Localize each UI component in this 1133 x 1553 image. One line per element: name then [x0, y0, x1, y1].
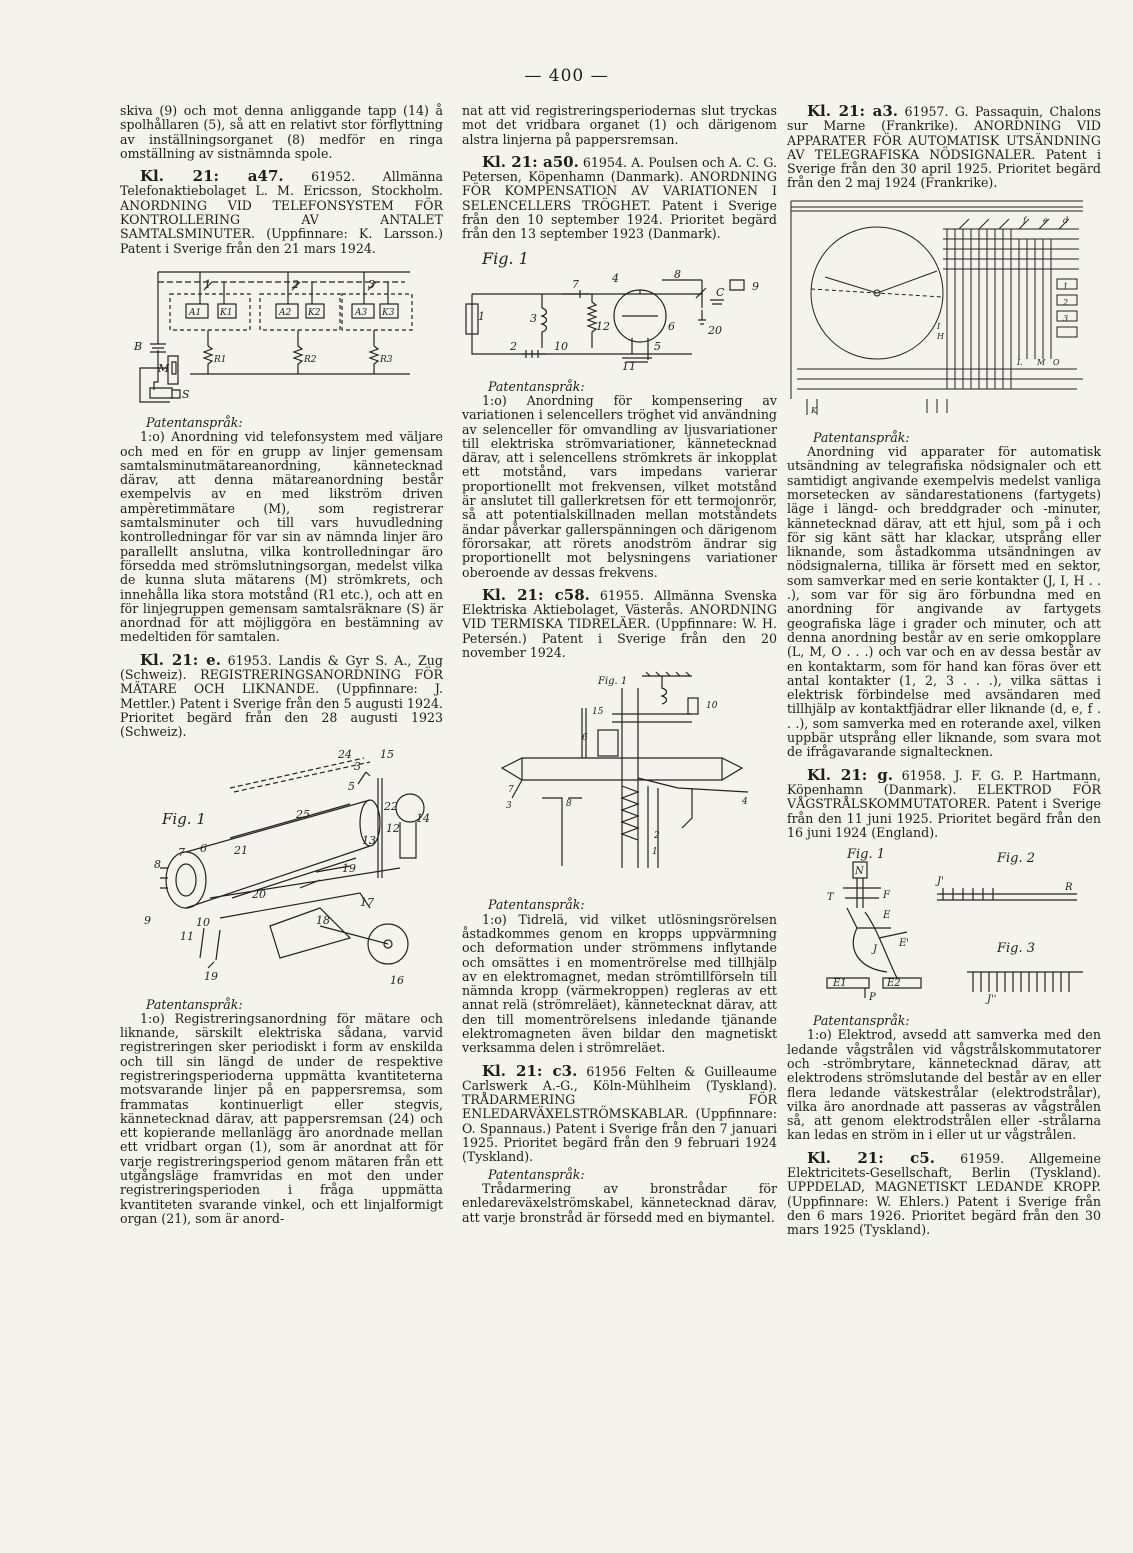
- fig-label-j: J: [873, 944, 878, 956]
- fig-num-7: 7: [508, 785, 514, 796]
- fig-num-4: 4: [612, 271, 619, 285]
- fig-1-label: Fig. 1: [598, 676, 628, 688]
- patent-61954-text: 61954. A. Poulsen och A. C. G. Petersen, Köpenhamn (Danmark). ANORDNING FÖR KOMPENSATION AV VARIATIONEN I SELENCELLERS TRÖGHET. Patent i Sverige från den 10 september 1924. Prioritet begärd från den 13 september 1923 (Danmark).: [462, 154, 777, 242]
- continued-text: nat att vid registreringsperiodernas slut tryckas mot det vridbara organet (1) och därigenom alstra linjerna på pappersremsan.: [462, 103, 777, 147]
- fig-num-10: 10: [554, 339, 568, 353]
- fig-1-label: Fig. 1: [847, 848, 886, 863]
- patent-61953-text: 61953. Landis & Gyr S. A., Zug (Schweiz). REGISTRERINGSANORDNING FÖR MÄTARE OCH LIKNANDE. (Uppfinnare: J. Mettler.) Patent i Sverige från den 5 augusti 1924. Prioritet begärd från den 28 augusti 1923 (Schweiz).: [120, 652, 443, 740]
- fig-num-c: C: [716, 285, 725, 299]
- fig-3-label: Fig. 3: [997, 941, 1036, 957]
- fig-label-r1: R1: [214, 354, 227, 365]
- fig-label-2: 2: [292, 277, 299, 291]
- fig-label-e2: E2: [887, 978, 901, 990]
- fig-num-7: 7: [572, 277, 579, 291]
- figure-61953-mechanism: [120, 748, 443, 988]
- fig-num-10: 10: [196, 915, 210, 929]
- fig-label-a3: A3: [355, 307, 368, 318]
- class-label: Kl. 21: e.: [140, 650, 221, 669]
- patent-61959-text: 61959. Allgemeine Elektricitets-Gesellschaft, Berlin (Tyskland). UPPDELAD, MAGNETISKT LEDANDE KROPP. (Uppfinnare: W. Ehlers.) Patent i Sverige från den 6 mars 1926. Prioritet begärd från den 30 mars 1925 (Tyskland).: [787, 1150, 1101, 1238]
- class-label: Kl. 21: c5.: [807, 1148, 935, 1167]
- figure-61955-relay: [462, 668, 777, 888]
- fig-num-6: 6: [668, 319, 675, 333]
- fig-label-k1: K1: [220, 307, 233, 318]
- fig-num-20: 20: [708, 323, 722, 337]
- fig-num-8: 8: [566, 799, 572, 810]
- fig-2-label: Fig. 2: [997, 851, 1036, 867]
- class-label: Kl. 21: a50.: [482, 152, 579, 171]
- fig-num-11: 11: [180, 929, 194, 943]
- patent-61952-text: 61952. Allmänna Telefonaktiebolaget L. M. Ericsson, Stockholm. ANORDNING VID TELEFONSYSTEM FÖR KONTROLLERING AV ANTALET SAMTALSMINUTER. (Uppfinnare: K. Larsson.) Patent i Sverige från den 21 mars 1924.: [120, 169, 443, 256]
- fig-label-k: K: [811, 405, 817, 415]
- fig-label-m: M: [1037, 357, 1046, 367]
- column-1: [120, 104, 443, 1226]
- fig-label-r3: R3: [380, 354, 393, 365]
- fig-num-12: 12: [596, 319, 610, 333]
- patent-61957-header: [787, 104, 1101, 191]
- class-label: Kl. 21: c3.: [482, 1061, 578, 1080]
- fig-num-11: 11: [622, 359, 636, 370]
- fig-label-f: F: [883, 890, 890, 902]
- fig-num-2: 2: [510, 339, 517, 353]
- fig-num-3: 3: [530, 311, 537, 325]
- fig-num-3: 3: [354, 759, 361, 773]
- patent-61955-text: 61955. Allmänna Svenska Elektriska Aktiebolaget, Västerås. ANORDNING VID TERMISKA TIDRELÄER. (Uppfinnare: W. H. Petersén.) Patent i Sverige från den 20 november 1924.: [462, 587, 778, 661]
- patent-61957-text: 61957. G. Passaquin, Chalons sur Marne (Frankrike). ANORDNING VID APPARATER FÖR AUTOMATISK UTSÄNDNING AV TELEGRAFISKA NÖDSIGNALER. Patent i Sverige från den 30 april 1925. Prioritet begärd från den 2 maj 1924 (Frankrike).: [787, 104, 1101, 191]
- fig-num-1: 1: [478, 309, 485, 323]
- patent-61954-claim: 1:o) Anordning för kompensering av variationen i selencellers tröghet vid användning av selenceller för omvandling av ljusvariationer till elektriska strömvariationer, kännetecknad därav, att i selencellens strömkrets är inkopplat ett motstånd, vars impedans varierar proportionellt mot frekvensen, vilket motstånd är anslutet till gallerkretsen för ett termojonrör, så att potentialskillnaden mellan motståndets ändar påverkar gallerspänningen och därigenom förorsakar, att rörets anodström ändrar sig proportionellt mot belysningens variationer oberoende av dessas frekvens.: [462, 392, 777, 580]
- fig-num-8: 8: [154, 857, 161, 871]
- fig-label-r2: R2: [304, 354, 317, 365]
- fig-label-e-prime: E': [899, 938, 910, 950]
- column-3: [787, 104, 1101, 1238]
- figure-61952-circuit: [120, 264, 443, 406]
- patent-61957-claim: Anordning vid apparater för automatisk utsändning av telegrafiska nödsignaler och ett samtidigt angivande exempelvis medelst vanliga morsetecken av sändarestationens (fartygets) läge i längd- och breddgrader och -minuter, kännetecknad därav, att ett hjul, som på i och för sig känt sätt har klackar, utsprång eller liknande, som åstadkomma utsändningen av nödsignalerna, tillika är försett med en sektor, som samverkar med en serie kontakter (J, I, H . . .), som var för sig äro förbundna med en anordning för angivande av fartygets geografiska läge i grader och minuter, och att denna anordning består av en serie omkopplare (L, M, O . . .) och var och en av dessa består av en kontaktarm, som för hand kan föras över ett antal kontakter (1, 2, 3 . . .), vilka sättas i elektrisk förbindelse med avsändaren med tillhjälp av kontaktfjädrar eller liknande (d, e, f . . .), som samverka med en roterande axel, vilken uppbär utsprång eller liknande, som svara mot de ifrågavarande signaltecknen.: [787, 444, 1101, 760]
- patent-61954-header: [462, 152, 777, 242]
- fig-num-20: 20: [252, 887, 266, 901]
- fig-label-t: T: [827, 892, 834, 904]
- fig-label-e1: E1: [833, 978, 847, 990]
- fig-num-12: 12: [386, 821, 400, 835]
- patentansprak-label: Patentanspråk:: [488, 378, 585, 394]
- fig-num-22: 22: [384, 799, 398, 813]
- class-label: Kl. 21: c58.: [482, 585, 590, 604]
- figure-61957-apparatus: [787, 199, 1101, 421]
- fig-num-19b: 19: [204, 969, 218, 983]
- fig-num-9: 9: [144, 913, 151, 927]
- patent-61952-claim: 1:o) Anordning vid telefonsystem med väljare och med en för en grupp av linjer gemensam samtalsminutmätareanordning, kännetecknad därav, att denna mätareanordning består exempelvis av en med likström driven ampèretimmätare (M), som registrerar samtalsminuter och till vars huvudledning kontrolledningar för var sin av nämnda linjer äro parallellt anslutna, vilka kontrolledningar äro försedda med strömslutningsorgan, medelst vilka de kunna sluta mätarens (M) strömkrets, och innehålla lika stora motstånd (R1 etc.), och att en för linjegruppen gemensam samtalsräknare (S) är anordnad för att möjliggöra en bestämning av medeltiden för samtalen.: [120, 429, 443, 645]
- fig-label-k3: K3: [382, 307, 395, 318]
- patent-61955-header: [462, 585, 778, 661]
- fig-num-15: 15: [592, 707, 604, 718]
- fig-num-10: 10: [706, 701, 718, 712]
- patent-61955-claim: 1:o) Tidrelä, vid vilket utlösningsrörelsen åstadkommes genom en kropps uppvärmning och deformation under strömmens inflytande och omsättes i en momentrörelse med tillhjälp av en elektromagnet, medan strömtillförseln till nämnda kropp (värmekroppen) regleras av ett annat relä (strömreläet), kännetecknat därav, att den till momentrörelsens inledande tjänande elektromagneten även bildar den magnetiskt verksamma delen i strömreläet.: [462, 911, 777, 1056]
- patent-61953-header: [120, 650, 443, 740]
- fig-num-13: 13: [362, 833, 376, 847]
- fig-label-k2: K2: [308, 307, 321, 318]
- class-label: Kl. 21: a47.: [140, 167, 284, 186]
- registration-device-drawing: [120, 748, 443, 988]
- fig-num-19: 19: [342, 861, 356, 875]
- fig-label-s: S: [182, 387, 190, 401]
- fig-num-14: 14: [416, 811, 430, 825]
- fig-num-16: 16: [390, 973, 404, 987]
- fig-label-f: f: [1023, 215, 1026, 225]
- patent-61959-header: [787, 1148, 1101, 1238]
- patent-61956-claim: Trådarmering av bronstrådar för enledareväxelströmskabel, kännetecknad därav, att varje bronstråd är försedd med en biymantel.: [462, 1180, 777, 1225]
- page-number: — 400 —: [524, 66, 609, 86]
- patent-61956-header: [462, 1061, 777, 1165]
- fig-label-n: N: [855, 866, 864, 878]
- fig-label-h: H: [937, 331, 944, 341]
- figure-61954-circuit: [462, 250, 777, 370]
- patent-61958-claim: 1:o) Elektrod, avsedd att samverka med den ledande vågstrålen vid vågstrålskommutatorer och -strömbrytare, kännetecknad därav, att elektrodens strömslutande del består av en eller flera ledande vätskestrålar (elektrodstrålar), vilka äro anordnade att passeras av vågstrålen så, att genom elektrodstrålen eller -strålarna kan ledas en ström in i eller ut ur vågstrålen.: [787, 1027, 1101, 1143]
- fig-num-21: 21: [234, 843, 248, 857]
- fig-num-2: 2: [654, 831, 660, 842]
- patent-61953-claim: 1:o) Registreringsanordning för mätare och liknande, särskilt elektriska sådana, varvid registreringen sker periodiskt i form av enskilda och till sin längd de under de respektive registreringsperioderna uppmätta kvantiteterna motsvarande linjer på en pappersremsa, som frammatas kontinuerligt eller stegvis, kännetecknad därav, att pappersremsan (24) och ett kopierande mellanlägg äro anordnade mellan ett vridbart organ (1), som är anordnat att för varje registreringsperiod genom mätaren från ett utgångsläge framvridas en mot den under registreringsperioden i fråga uppmätta kvantiteten svarande vinkel, och ett linjalformigt organ (21), som är anord-: [120, 1010, 443, 1226]
- fig-label-p: P: [869, 992, 876, 1004]
- fig-1-label: Fig. 1: [162, 809, 206, 828]
- patent-61956-text: 61956 Felten & Guilleaume Carlswerk A.-G., Köln-Mühlheim (Tyskland). TRÅDARMERING FÖR ENLEDARVÄXELSTRÖMSKABLAR. (Uppfinnare: O. Spannaus.) Patent i Sverige från den 7 januari 1925. Prioritet begärd från den 9 februari 1924 (Tyskland).: [462, 1063, 777, 1165]
- fig-num-17: 17: [360, 895, 374, 909]
- fig-num-5: 5: [348, 779, 355, 793]
- fig-label-r: R: [1065, 882, 1073, 894]
- class-label: Kl. 21: a3.: [807, 102, 899, 120]
- fig-num-4: 4: [742, 797, 748, 808]
- patent-61958-text: 61958. J. F. G. P. Hartmann, Köpenhamn (Danmark). ELEKTROD FÖR VÅGSTRÅLSKOMMUTATORER. Patent i Sverige från den 11 juni 1925. Prioritet begärd från den 16 juni 1924 (England).: [787, 767, 1101, 840]
- continued-text: skiva (9) och mot denna anliggande tapp (14) å spolhållaren (5), så att en relativt stor förflyttning av inställningsorganet (8) medför en ringa omställning av sistnämnda spole.: [120, 103, 443, 161]
- circuit-diagram: [120, 264, 420, 406]
- selenium-circuit-diagram: [462, 250, 772, 370]
- distress-signal-apparatus-drawing: [787, 199, 1087, 421]
- fig-label-j-double-prime: J'': [987, 994, 997, 1005]
- fig-num-6: 6: [200, 841, 207, 855]
- fig-label-e: e: [1043, 215, 1048, 225]
- fig-label-i: I: [937, 321, 941, 331]
- fig-label-m: M: [158, 361, 170, 375]
- fig-num-1: 1: [652, 847, 658, 858]
- class-label: Kl. 21: g.: [807, 765, 893, 784]
- fig-label-o: O: [1053, 357, 1060, 367]
- electrode-drawing: [787, 848, 1087, 1004]
- fig-label-1: 1: [204, 277, 211, 291]
- figure-61958-electrode: [787, 848, 1101, 1004]
- patentansprak-label: Patentanspråk:: [146, 996, 243, 1012]
- fig-label-j-prime: J': [937, 876, 944, 888]
- fig-num-8: 8: [674, 267, 681, 281]
- patentansprak-label: Patentanspråk:: [813, 1013, 910, 1029]
- fig-label-b: B: [134, 339, 143, 353]
- fig-label-2: 2: [1063, 297, 1069, 307]
- fig-num-25: 25: [296, 807, 310, 821]
- fig-num-7: 7: [178, 845, 185, 859]
- fig-num-24: 24: [338, 747, 352, 761]
- fig-num-5: 5: [654, 339, 661, 353]
- patent-61952-header: [120, 169, 443, 256]
- fig-1-label: Fig. 1: [482, 249, 529, 268]
- fig-label-l: L: [1017, 357, 1023, 367]
- fig-num-9: 9: [752, 279, 759, 293]
- column-2: [462, 104, 777, 1225]
- fig-label-3: 3: [1063, 313, 1069, 323]
- fig-label-d: d: [1063, 215, 1069, 225]
- fig-label-1: 1: [1063, 281, 1069, 291]
- patentansprak-label: Patentanspråk:: [488, 1166, 585, 1182]
- fig-num-15: 15: [380, 747, 394, 761]
- fig-label-3: 3: [368, 277, 375, 291]
- thermal-relay-drawing: [462, 668, 772, 888]
- fig-num-3: 3: [506, 801, 512, 812]
- fig-label-e: E: [883, 910, 891, 922]
- fig-num-6: 6: [582, 733, 588, 744]
- fig-label-a2: A2: [279, 307, 292, 318]
- fig-num-18: 18: [316, 913, 330, 927]
- patent-61958-header: [787, 765, 1101, 840]
- patentansprak-label: Patentanspråk:: [146, 414, 243, 430]
- patentansprak-label: Patentanspråk:: [813, 429, 910, 445]
- patentansprak-label: Patentanspråk:: [488, 897, 585, 913]
- fig-label-a1: A1: [189, 307, 202, 318]
